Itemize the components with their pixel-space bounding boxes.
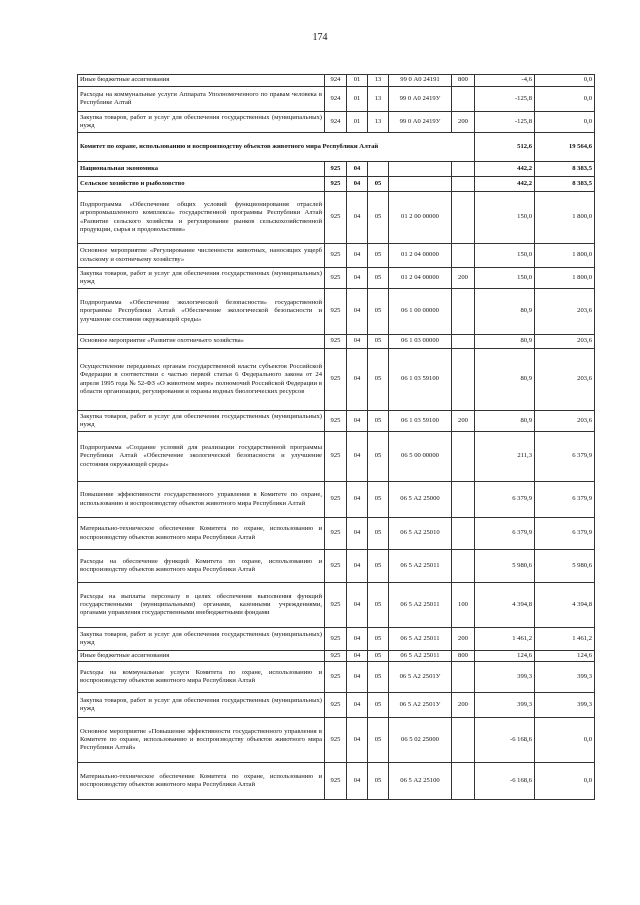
ministry-code-cell: 925 (325, 349, 347, 411)
amount-change-cell: 150,0 (475, 268, 535, 289)
amount-total-cell: 203,6 (535, 335, 595, 349)
amount-total-cell: 1 800,0 (535, 192, 595, 244)
section-code-cell: 04 (347, 432, 368, 482)
budget-table-body (78, 75, 595, 800)
table-row (78, 75, 595, 87)
section-code-cell: 04 (347, 162, 368, 177)
amount-change-cell: 512,6 (475, 133, 535, 162)
ministry-code-cell: 925 (325, 763, 347, 800)
amount-total-cell: 6 379,9 (535, 482, 595, 518)
amount-total-cell: 1 461,2 (535, 628, 595, 651)
amount-change-cell: 6 379,9 (475, 482, 535, 518)
ministry-code-cell: 925 (325, 693, 347, 718)
amount-change-cell: 6 379,9 (475, 518, 535, 550)
target-article-cell: 01 2 04 00000 (389, 244, 452, 268)
amount-change-cell: -125,8 (475, 87, 535, 112)
section-code-cell: 04 (347, 550, 368, 583)
table-row (78, 651, 595, 662)
subsection-code-cell: 05 (368, 349, 389, 411)
amount-change-cell: 399,3 (475, 693, 535, 718)
expense-type-cell (452, 550, 475, 583)
expense-type-cell (452, 192, 475, 244)
target-article-cell: 06 5 00 00000 (389, 432, 452, 482)
ministry-code-cell: 925 (325, 628, 347, 651)
amount-total-cell: 0,0 (535, 87, 595, 112)
table-row (78, 268, 595, 289)
expense-type-cell (452, 432, 475, 482)
target-article-cell: 01 2 04 00000 (389, 268, 452, 289)
expense-type-cell: 200 (452, 628, 475, 651)
row-name-cell: Повышение эффективности государственного управления в Комитете по охране, использованию и воспроизводству объектов животного мира Республики Алтай (78, 482, 325, 518)
expense-type-cell: 800 (452, 75, 475, 87)
expense-type-cell: 800 (452, 651, 475, 662)
expense-type-cell (452, 87, 475, 112)
subsection-code-cell: 05 (368, 628, 389, 651)
amount-change-cell: 80,9 (475, 411, 535, 432)
target-article-cell: 06 1 03 00000 (389, 335, 452, 349)
amount-total-cell: 19 564,6 (535, 133, 595, 162)
subsection-code-cell: 05 (368, 693, 389, 718)
expense-type-cell (452, 718, 475, 763)
amount-total-cell: 399,3 (535, 693, 595, 718)
subsection-code-cell: 05 (368, 268, 389, 289)
budget-table (77, 74, 595, 800)
row-name-cell: Основное мероприятие «Регулирование численности животных, наносящих ущерб сельскому и охотничьему хозяйству» (78, 244, 325, 268)
section-code-cell: 01 (347, 75, 368, 87)
table-row (78, 133, 595, 162)
table-row (78, 628, 595, 651)
expense-type-cell: 200 (452, 112, 475, 133)
ministry-code-cell: 925 (325, 244, 347, 268)
section-code-cell: 04 (347, 177, 368, 192)
table-row (78, 550, 595, 583)
amount-total-cell: 0,0 (535, 112, 595, 133)
amount-change-cell: 4 394,8 (475, 583, 535, 628)
ministry-code-cell: 925 (325, 432, 347, 482)
table-row (78, 87, 595, 112)
row-name-cell: Иные бюджетные ассигнования (78, 651, 325, 662)
amount-total-cell: 203,6 (535, 349, 595, 411)
amount-total-cell: 399,3 (535, 662, 595, 693)
ministry-code-cell: 925 (325, 268, 347, 289)
subsection-code-cell: 05 (368, 651, 389, 662)
amount-change-cell: 442,2 (475, 162, 535, 177)
section-code-cell: 01 (347, 112, 368, 133)
target-article-cell: 06 5 А2 25100 (389, 763, 452, 800)
row-name-cell: Национальная экономика (78, 162, 325, 177)
subsection-code-cell: 05 (368, 192, 389, 244)
row-name-cell: Закупка товаров, работ и услуг для обеспечения государственных (муниципальных) нужд (78, 693, 325, 718)
amount-total-cell: 1 800,0 (535, 268, 595, 289)
table-row (78, 289, 595, 335)
ministry-code-cell: 925 (325, 550, 347, 583)
amount-total-cell: 0,0 (535, 763, 595, 800)
amount-total-cell: 0,0 (535, 75, 595, 87)
amount-change-cell: 150,0 (475, 244, 535, 268)
expense-type-cell (452, 662, 475, 693)
row-name-cell: Закупка товаров, работ и услуг для обеспечения государственных (муниципальных) нужд (78, 268, 325, 289)
expense-type-cell (452, 177, 475, 192)
amount-total-cell: 1 800,0 (535, 244, 595, 268)
amount-total-cell: 203,6 (535, 289, 595, 335)
target-article-cell: 06 5 А2 25011 (389, 550, 452, 583)
amount-change-cell: -125,8 (475, 112, 535, 133)
target-article-cell: 06 5 А2 25011 (389, 583, 452, 628)
amount-total-cell: 5 980,6 (535, 550, 595, 583)
row-name-cell: Расходы на выплаты персоналу в целях обеспечения выполнения функций государственными (муниципальными) органами, казенными учреждениями, органами управления государственными внебюджетными фондами (78, 583, 325, 628)
row-name-cell: Подпрограмма «Обеспечение общих условий функционирования отраслей агропромышленного комплекса» государственной программы Республики Алтай «Развитие сельского хозяйства и регулирование рынков сельскохозяйственной продукции, сырья и продовольствия» (78, 192, 325, 244)
amount-total-cell: 203,6 (535, 411, 595, 432)
table-row (78, 349, 595, 411)
target-article-cell: 06 5 А2 25000 (389, 482, 452, 518)
section-code-cell: 01 (347, 87, 368, 112)
ministry-code-cell: 925 (325, 162, 347, 177)
expense-type-cell (452, 244, 475, 268)
target-article-cell: 99 0 А0 24191 (389, 75, 452, 87)
expense-type-cell (452, 482, 475, 518)
ministry-code-cell: 925 (325, 192, 347, 244)
row-name-cell: Материально-техническое обеспечение Комитета по охране, использованию и воспроизводству объектов животного мира Республики Алтай (78, 763, 325, 800)
amount-total-cell: 8 383,5 (535, 162, 595, 177)
row-name-cell: Закупка товаров, работ и услуг для обеспечения государственных (муниципальных) нужд (78, 411, 325, 432)
table-row (78, 335, 595, 349)
subsection-code-cell: 05 (368, 763, 389, 800)
section-code-cell: 04 (347, 518, 368, 550)
subsection-code-cell: 05 (368, 482, 389, 518)
row-name-cell: Сельское хозяйство и рыболовство (78, 177, 325, 192)
table-row (78, 718, 595, 763)
ministry-code-cell: 924 (325, 112, 347, 133)
row-name-cell: Основное мероприятие «Развитие охотничьего хозяйства» (78, 335, 325, 349)
row-name-cell: Комитет по охране, использованию и воспроизводству объектов животного мира Республики Алтай (78, 133, 475, 162)
ministry-code-cell: 925 (325, 583, 347, 628)
amount-change-cell: 150,0 (475, 192, 535, 244)
section-code-cell: 04 (347, 192, 368, 244)
row-name-cell: Расходы на обеспечение функций Комитета по охране, использованию и воспроизводству объектов животного мира Республики Алтай (78, 550, 325, 583)
row-name-cell: Закупка товаров, работ и услуг для обеспечения государственных (муниципальных) нужд (78, 112, 325, 133)
section-code-cell: 04 (347, 718, 368, 763)
section-code-cell: 04 (347, 763, 368, 800)
row-name-cell: Материально-техническое обеспечение Комитета по охране, использованию и воспроизводству объектов животного мира Республики Алтай (78, 518, 325, 550)
section-code-cell: 04 (347, 335, 368, 349)
target-article-cell: 06 5 02 25000 (389, 718, 452, 763)
expense-type-cell: 200 (452, 693, 475, 718)
row-name-cell: Расходы на коммунальные услуги Комитета по охране, использованию и воспроизводству объектов животного мира Республики Алтай (78, 662, 325, 693)
table-row (78, 482, 595, 518)
expense-type-cell (452, 335, 475, 349)
table-row (78, 693, 595, 718)
ministry-code-cell: 924 (325, 75, 347, 87)
table-row (78, 244, 595, 268)
target-article-cell: 06 5 А2 25011 (389, 651, 452, 662)
ministry-code-cell: 925 (325, 518, 347, 550)
ministry-code-cell: 925 (325, 411, 347, 432)
subsection-code-cell: 05 (368, 432, 389, 482)
amount-total-cell: 6 379,9 (535, 432, 595, 482)
section-code-cell: 04 (347, 628, 368, 651)
subsection-code-cell: 05 (368, 518, 389, 550)
subsection-code-cell: 05 (368, 662, 389, 693)
amount-change-cell: 211,3 (475, 432, 535, 482)
expense-type-cell (452, 349, 475, 411)
subsection-code-cell: 05 (368, 335, 389, 349)
table-row (78, 583, 595, 628)
amount-total-cell: 4 394,8 (535, 583, 595, 628)
amount-total-cell: 124,6 (535, 651, 595, 662)
table-row (78, 112, 595, 133)
target-article-cell: 06 5 А2 25010 (389, 518, 452, 550)
expense-type-cell: 100 (452, 583, 475, 628)
amount-change-cell: 80,9 (475, 335, 535, 349)
ministry-code-cell: 925 (325, 651, 347, 662)
row-name-cell: Основное мероприятие «Повышение эффективности государственного управления в Комитете по охране, использованию и воспроизводству объектов животного мира Республики Алтай» (78, 718, 325, 763)
subsection-code-cell: 05 (368, 718, 389, 763)
section-code-cell: 04 (347, 268, 368, 289)
target-article-cell: 99 0 А0 2419У (389, 112, 452, 133)
amount-change-cell: 399,3 (475, 662, 535, 693)
subsection-code-cell: 05 (368, 244, 389, 268)
target-article-cell: 06 1 03 59100 (389, 411, 452, 432)
target-article-cell: 01 2 00 00000 (389, 192, 452, 244)
ministry-code-cell: 925 (325, 177, 347, 192)
target-article-cell: 06 5 А2 2501У (389, 693, 452, 718)
subsection-code-cell: 05 (368, 411, 389, 432)
table-row (78, 192, 595, 244)
table-row (78, 518, 595, 550)
amount-change-cell: -6 168,6 (475, 718, 535, 763)
amount-change-cell: -4,6 (475, 75, 535, 87)
section-code-cell: 04 (347, 583, 368, 628)
amount-change-cell: 124,6 (475, 651, 535, 662)
ministry-code-cell: 924 (325, 87, 347, 112)
expense-type-cell: 200 (452, 268, 475, 289)
amount-change-cell: 442,2 (475, 177, 535, 192)
ministry-code-cell: 925 (325, 335, 347, 349)
expense-type-cell (452, 518, 475, 550)
table-row (78, 763, 595, 800)
target-article-cell (389, 162, 452, 177)
section-code-cell: 04 (347, 482, 368, 518)
page-number: 174 (312, 32, 328, 43)
target-article-cell: 06 1 03 59100 (389, 349, 452, 411)
subsection-code-cell (368, 162, 389, 177)
table-row (78, 177, 595, 192)
expense-type-cell (452, 763, 475, 800)
ministry-code-cell: 925 (325, 289, 347, 335)
subsection-code-cell: 05 (368, 177, 389, 192)
section-code-cell: 04 (347, 662, 368, 693)
subsection-code-cell: 05 (368, 550, 389, 583)
target-article-cell: 06 5 А2 25011 (389, 628, 452, 651)
amount-change-cell: 80,9 (475, 289, 535, 335)
ministry-code-cell: 925 (325, 718, 347, 763)
target-article-cell: 06 5 А2 2501У (389, 662, 452, 693)
section-code-cell: 04 (347, 244, 368, 268)
amount-change-cell: 80,9 (475, 349, 535, 411)
amount-total-cell: 8 383,5 (535, 177, 595, 192)
expense-type-cell (452, 289, 475, 335)
subsection-code-cell: 05 (368, 583, 389, 628)
row-name-cell: Подпрограмма «Обеспечение экологической безопасности» государственной программы Республики Алтай «Обеспечение экологической безопасности и улучшение состояния окружающей среды» (78, 289, 325, 335)
section-code-cell: 04 (347, 411, 368, 432)
target-article-cell: 06 1 00 00000 (389, 289, 452, 335)
subsection-code-cell: 13 (368, 112, 389, 133)
expense-type-cell (452, 162, 475, 177)
amount-change-cell: -6 168,6 (475, 763, 535, 800)
table-row (78, 411, 595, 432)
target-article-cell (389, 177, 452, 192)
row-name-cell: Осуществление переданных органам государственной власти субъектов Российской Федерации в соответствии с частью первой статьи 6 Федерального закона от 24 апреля 1995 года № 52-ФЗ «О животном мире» полномочий Российской Федерации в области организации, регулирования и охраны водных биологических ресурсов (78, 349, 325, 411)
section-code-cell: 04 (347, 651, 368, 662)
row-name-cell: Расходы на коммунальные услуги Аппарата Уполномоченного по правам человека в Республике Алтай (78, 87, 325, 112)
section-code-cell: 04 (347, 693, 368, 718)
ministry-code-cell: 925 (325, 662, 347, 693)
amount-change-cell: 5 980,6 (475, 550, 535, 583)
row-name-cell: Подпрограмма «Создание условий для реализации государственной программы Республики Алтай «Обеспечение экологической безопасности и улучшение состояния окружающей среды» (78, 432, 325, 482)
table-row (78, 162, 595, 177)
table-row (78, 432, 595, 482)
target-article-cell: 99 0 А0 2419У (389, 87, 452, 112)
subsection-code-cell: 13 (368, 75, 389, 87)
row-name-cell: Иные бюджетные ассигнования (78, 75, 325, 87)
section-code-cell: 04 (347, 289, 368, 335)
amount-change-cell: 1 461,2 (475, 628, 535, 651)
ministry-code-cell: 925 (325, 482, 347, 518)
section-code-cell: 04 (347, 349, 368, 411)
subsection-code-cell: 05 (368, 289, 389, 335)
row-name-cell: Закупка товаров, работ и услуг для обеспечения государственных (муниципальных) нужд (78, 628, 325, 651)
amount-total-cell: 0,0 (535, 718, 595, 763)
table-row (78, 662, 595, 693)
expense-type-cell: 200 (452, 411, 475, 432)
amount-total-cell: 6 379,9 (535, 518, 595, 550)
subsection-code-cell: 13 (368, 87, 389, 112)
